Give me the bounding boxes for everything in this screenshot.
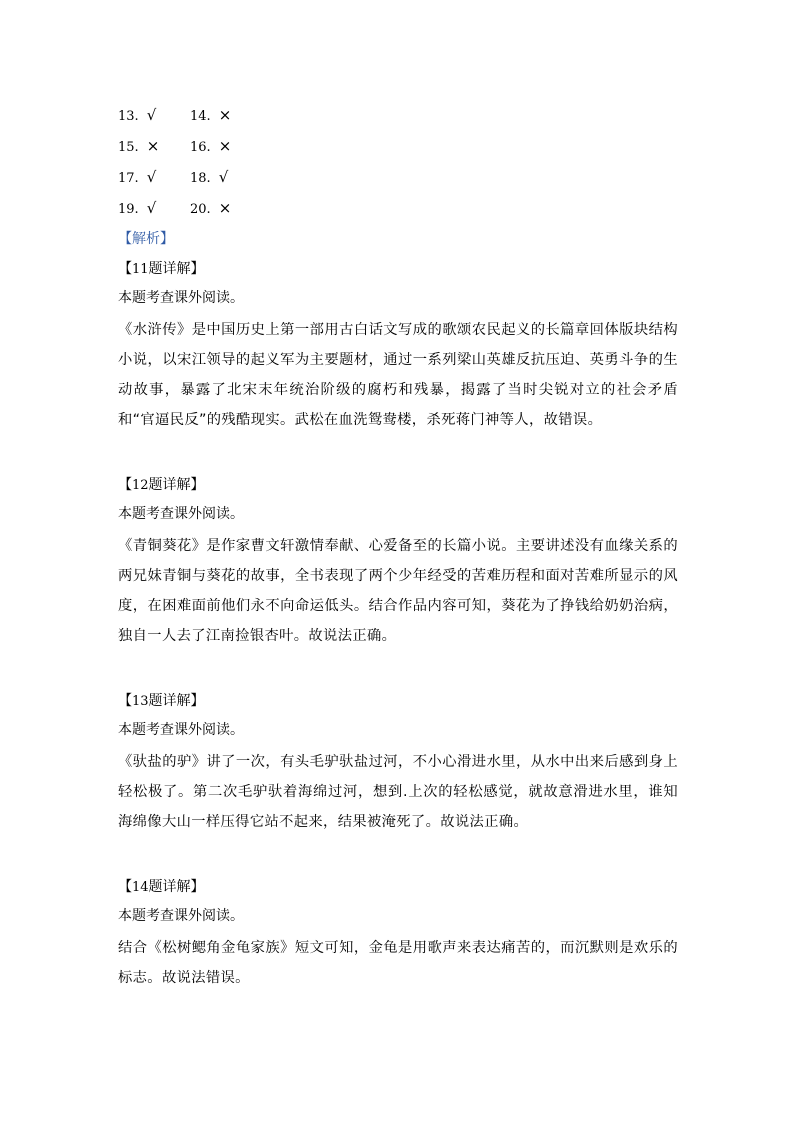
title-number: 14 — [132, 880, 149, 895]
answer-item — [190, 196, 262, 227]
title-number: 12 — [132, 478, 149, 493]
title-bracket: 【 — [118, 261, 132, 277]
section-subtitle: 本题考查课外阅读。 — [118, 290, 244, 306]
section-subtitle: 本题考查课外阅读。 — [118, 506, 244, 522]
question-number: 18. — [190, 171, 211, 186]
title-bracket: 【 — [118, 693, 132, 709]
section-body: 《水浒传》是中国历史上第一部用古白话文写成的歌颂农民起义的长篇章回体版块结构小说，以宋江领导的起义军为主要题材，通过一系列梁山英雄反抗压迫、英勇斗争的生动故事，暴露了北宋末年统治阶级的腐朽和残暴，揭露了当时尖锐对立的社会矛盾和“官逼民反”的残酷现实。武松在血洗鸳鸯楼，杀死蒋门神等人，故错误。 — [118, 322, 678, 428]
cross-mark-icon: × — [218, 199, 232, 217]
section-title — [118, 257, 678, 286]
explanation-section — [118, 257, 678, 435]
section-title — [118, 689, 678, 718]
title-number: 11 — [132, 262, 149, 277]
explanation-section — [118, 875, 678, 993]
answer-item — [118, 103, 190, 134]
cross-mark-icon: × — [218, 106, 232, 124]
answer-item — [118, 165, 190, 196]
section-title — [118, 875, 678, 904]
check-mark-icon: √ — [146, 168, 157, 186]
answer-row — [118, 165, 678, 196]
question-number: 13. — [118, 109, 139, 124]
section-body: 《驮盐的驴》讲了一次，有头毛驴驮盐过河，不小心滑进水里，从水中出来后感到身上轻松极了。第二次毛驴驮着海绵过河，想到.上次的轻松感觉，就故意滑进水里，谁知海绵像大山一样压得它站不起来，结果被淹死了。故说法正确。 — [118, 754, 678, 830]
answer-item — [190, 134, 262, 165]
title-text: 题详解】 — [148, 693, 205, 709]
explanation-section — [118, 689, 678, 837]
analysis-heading: 【解析】 — [118, 231, 174, 247]
answer-row — [118, 134, 678, 165]
answer-item — [190, 165, 262, 196]
question-number: 15. — [118, 140, 139, 155]
question-number: 14. — [190, 109, 211, 124]
check-mark-icon: √ — [218, 168, 229, 186]
cross-mark-icon: × — [218, 137, 232, 155]
answer-row — [118, 103, 678, 134]
answer-key — [118, 103, 678, 227]
page-content — [118, 103, 678, 993]
title-bracket: 【 — [118, 879, 132, 895]
answer-item — [118, 134, 190, 165]
section-body: 《青铜葵花》是作家曹文轩激情奉献、心爱备至的长篇小说。主要讲述没有血缘关系的两兄妹青铜与葵花的故事，全书表现了两个少年经受的苦难历程和面对苦难所显示的风度，在困难面前他们永不向命运低头。结合作品内容可知，葵花为了挣钱给奶奶治病，独自一人去了江南捡银杏叶。故说法正确。 — [118, 538, 678, 644]
section-body: 结合《松树鳃角金龟家族》短文可知，金龟是用歌声来表达痛苦的，而沉默则是欢乐的标志。故说法错误。 — [118, 940, 678, 986]
answer-row — [118, 196, 678, 227]
check-mark-icon: √ — [146, 106, 157, 124]
question-number: 17. — [118, 171, 139, 186]
explanation-section — [118, 473, 678, 651]
title-text: 题详解】 — [148, 879, 205, 895]
answer-item — [118, 196, 190, 227]
spacer — [118, 651, 678, 689]
answer-item — [190, 103, 262, 134]
title-number: 13 — [132, 694, 149, 709]
spacer — [118, 435, 678, 473]
cross-mark-icon: × — [146, 137, 160, 155]
spacer — [118, 837, 678, 875]
title-text: 题详解】 — [148, 477, 205, 493]
question-number: 20. — [190, 202, 211, 217]
section-subtitle: 本题考查课外阅读。 — [118, 908, 244, 924]
question-number: 16. — [190, 140, 211, 155]
question-number: 19. — [118, 202, 139, 217]
check-mark-icon: √ — [146, 199, 157, 217]
section-title — [118, 473, 678, 502]
title-text: 题详解】 — [148, 261, 205, 277]
section-subtitle: 本题考查课外阅读。 — [118, 722, 244, 738]
title-bracket: 【 — [118, 477, 132, 493]
